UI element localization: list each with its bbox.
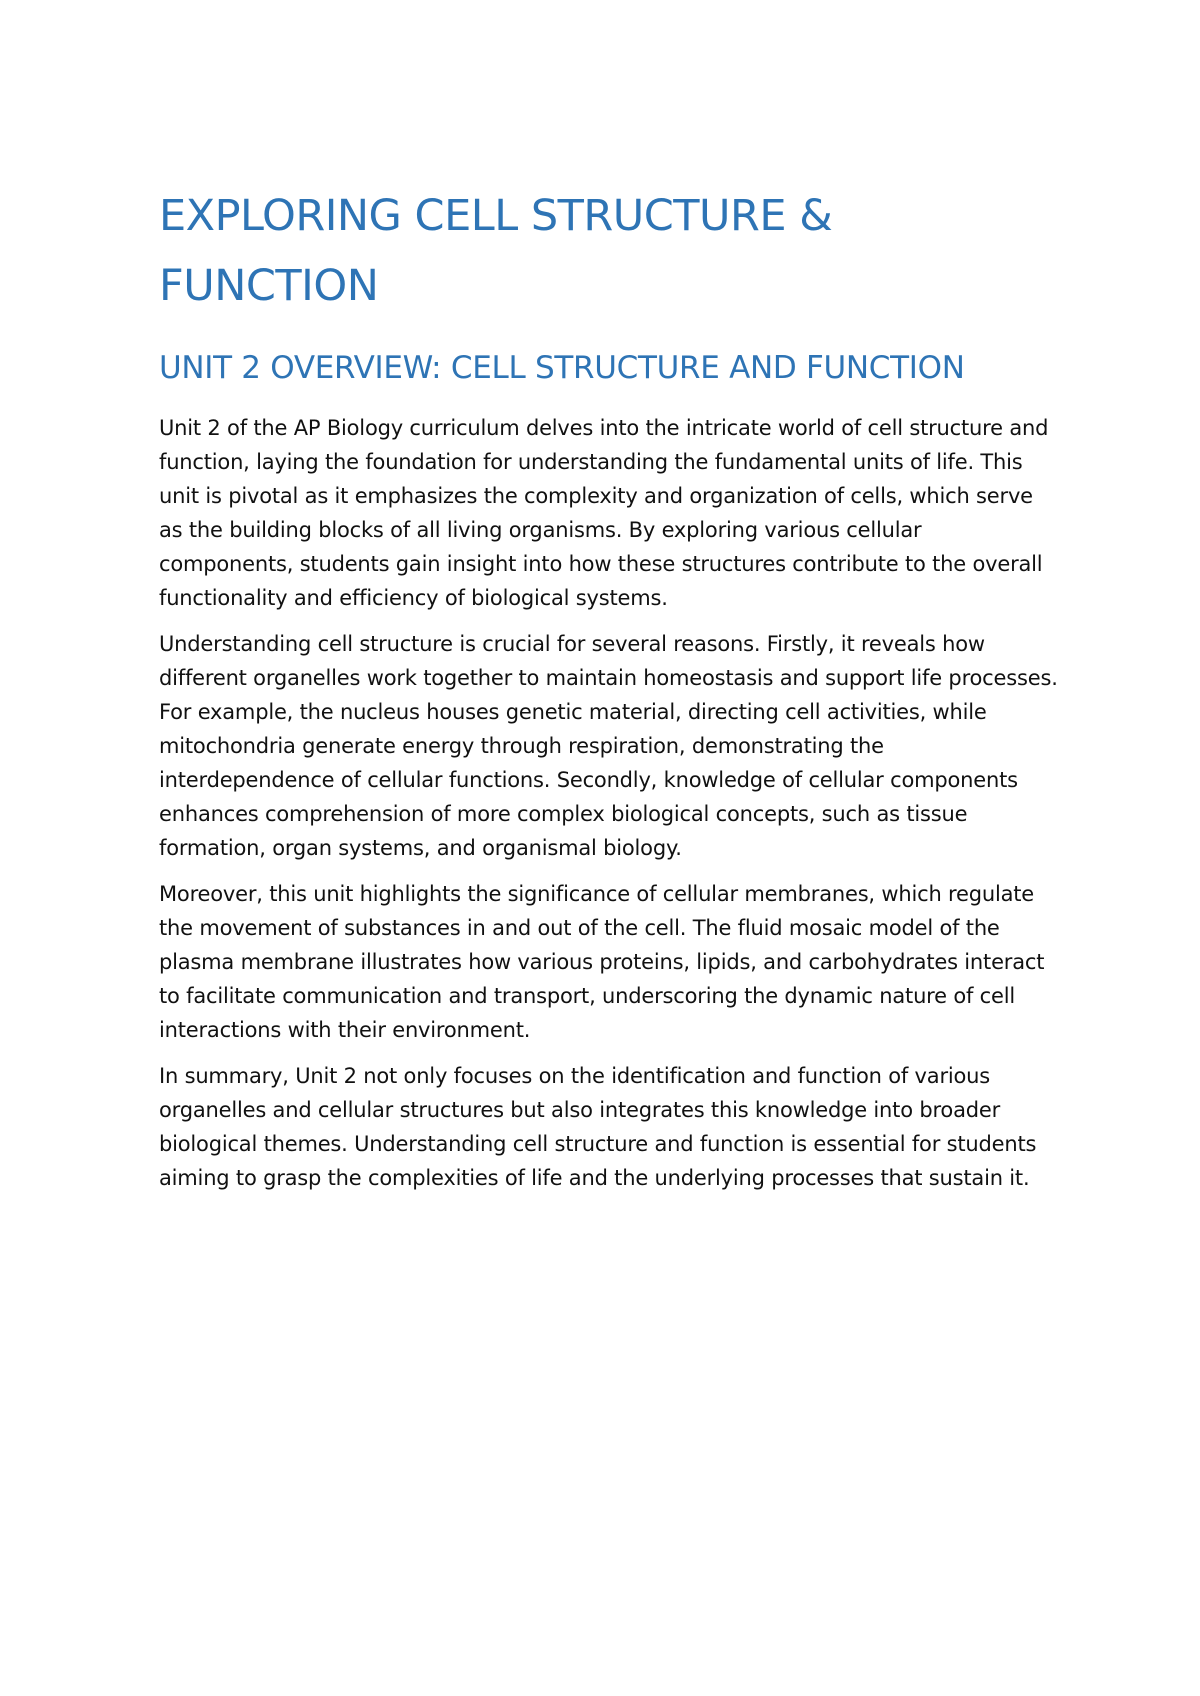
- paragraph-membranes: Moreover, this unit highlights the significance of cellular membranes, which regulate the movement of substances in and out of the cell. The fluid mosaic model of the plasma membrane illustrates how various proteins, lipids, and carbohydrates interact to facilitate communication and transport, underscoring the dynamic nature of cell interactions with their environment.: [159, 882, 1045, 1042]
- section-heading: UNIT 2 OVERVIEW: CELL STRUCTURE AND FUNCTION: [159, 350, 965, 386]
- document-title: EXPLORING CELL STRUCTURE & FUNCTION: [159, 191, 833, 311]
- paragraph-intro: Unit 2 of the AP Biology curriculum delves into the intricate world of cell structure and function, laying the foundation for understanding the fundamental units of life. This unit is pivotal as it emphasizes the complexity and organization of cells, which serve as the building blocks of all living organisms. By exploring various cellular components, students gain insight into how these structures contribute to the overall functionality and efficiency of biological systems.: [159, 416, 1049, 610]
- document-content: [159, 181, 1059, 1195]
- paragraph-importance: Understanding cell structure is crucial for several reasons. Firstly, it reveals how different organelles work together to maintain homeostasis and support life processes. For example, the nucleus houses genetic material, directing cell activities, while mitochondria generate energy through respiration, demonstrating the interdependence of cellular functions. Secondly, knowledge of cellular components enhances comprehension of more complex biological concepts, such as tissue formation, organ systems, and organismal biology.: [159, 632, 1058, 860]
- paragraph-summary: In summary, Unit 2 not only focuses on the identification and function of various organelles and cellular structures but also integrates this knowledge into broader biological themes. Understanding cell structure and function is essential for students aiming to grasp the complexities of life and the underlying processes that sustain it.: [159, 1064, 1037, 1190]
